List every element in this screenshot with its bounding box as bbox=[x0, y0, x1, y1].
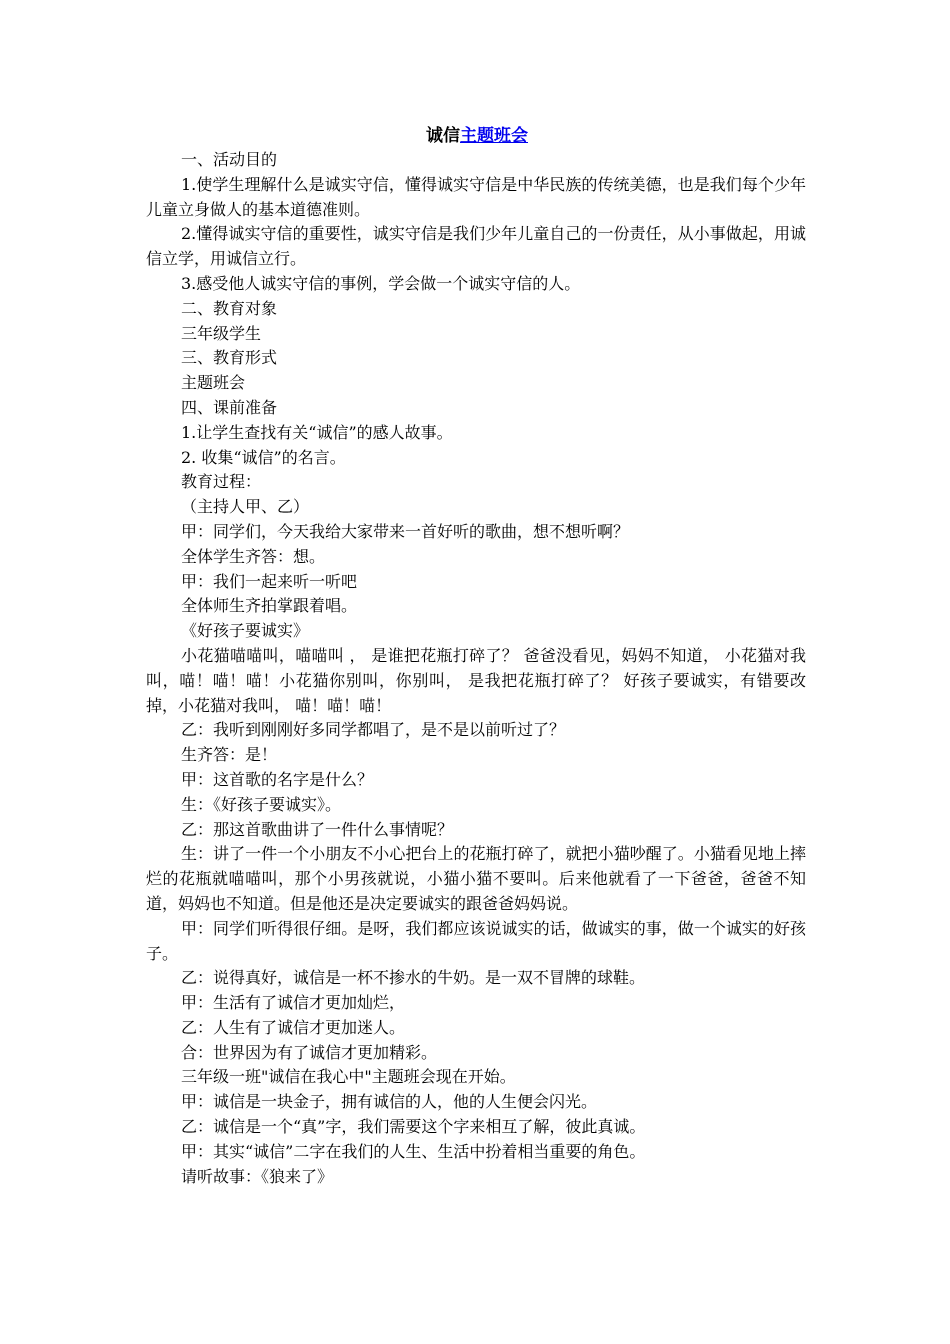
preparation-item-2: 2. 收集“诚信”的名言。 bbox=[181, 447, 346, 467]
dialogue-line: 甲：这首歌的名字是什么？ bbox=[181, 769, 374, 789]
preparation-item-1: 1.让学生查找有关“诚信”的感人故事。 bbox=[181, 422, 453, 442]
goal-item-2: 2.懂得诚实守信的重要性，诚实守信是我们少年儿童自己的一份责任，从小事做起，用诚信立学，用诚信立行。 bbox=[146, 224, 806, 269]
heading-activity-goal: 一、活动目的 bbox=[181, 150, 278, 169]
dialogue-line: 乙：人生有了诚信才更加迷人。 bbox=[181, 1017, 406, 1037]
heading-preparation: 四、课前准备 bbox=[181, 397, 278, 417]
dialogue-line: 甲：我们一起来听一听吧 bbox=[181, 571, 358, 591]
song-lyrics: 小花猫喵喵叫，喵喵叫 ， 是谁把花瓶打碎了？ 爸爸没看见，妈妈不知道， 小花猫对我叫，喵！喵！喵！小花猫你别叫，你别叫， 是我把花瓶打碎了？ 好孩子要诚实，有错要改掉，小花猫对我叫， 喵！喵！喵！ bbox=[146, 645, 806, 715]
education-target: 三年级学生 bbox=[181, 323, 262, 343]
document-title bbox=[146, 124, 806, 148]
title-link[interactable]: 主题班会 bbox=[460, 126, 528, 146]
dialogue-line: 全体师生齐拍掌跟着唱。 bbox=[181, 596, 358, 616]
heading-education-form: 三、教育形式 bbox=[181, 348, 278, 368]
dialogue-line: 生：讲了一件一个小朋友不小心把台上的花瓶打碎了，就把小猫吵醒了。小猫看见地上摔烂的花瓶就喵喵叫，那个小男孩就说，小猫小猫不要叫。后来他就看了一下爸爸，爸爸不知道，妈妈也不知道。但是他还是决定要诚实的跟爸爸妈妈说。 bbox=[146, 844, 806, 913]
dialogue-line: 甲：生活有了诚信才更加灿烂， bbox=[181, 993, 406, 1013]
dialogue-line: 乙：那这首歌曲讲了一件什么事情呢？ bbox=[181, 819, 454, 839]
document-page bbox=[146, 124, 806, 1189]
dialogue-line: 合：世界因为有了诚信才更加精彩。 bbox=[181, 1042, 438, 1062]
title-text: 诚信 bbox=[426, 126, 460, 146]
meeting-start: 三年级一班"诚信在我心中"主题班会现在开始。 bbox=[181, 1067, 516, 1087]
heading-education-target: 二、教育对象 bbox=[181, 298, 278, 318]
dialogue-line: 全体学生齐答：想。 bbox=[181, 546, 326, 566]
hosts-note: （主持人甲、乙） bbox=[181, 497, 310, 517]
goal-item-1: 1.使学生理解什么是诚实守信，懂得诚实守信是中华民族的传统美德，也是我们每个少年儿童立身做人的基本道德准则。 bbox=[146, 174, 806, 219]
education-form: 主题班会 bbox=[181, 373, 246, 393]
dialogue-line: 乙：我听到刚刚好多同学都唱了，是不是以前听过了？ bbox=[181, 720, 566, 740]
dialogue-line: 乙：说得真好，诚信是一杯不掺水的牛奶。是一双不冒牌的球鞋。 bbox=[181, 968, 646, 988]
heading-process: 教育过程： bbox=[181, 472, 262, 492]
dialogue-line: 生：《好孩子要诚实》。 bbox=[181, 794, 342, 814]
story-intro: 请听故事：《狼来了》 bbox=[181, 1166, 334, 1186]
goal-item-3: 3.感受他人诚实守信的事例，学会做一个诚实守信的人。 bbox=[181, 273, 581, 293]
dialogue-line: 甲：同学们，今天我给大家带来一首好听的歌曲，想不想听啊？ bbox=[181, 521, 630, 541]
dialogue-line: 生齐答：是！ bbox=[181, 745, 278, 765]
song-title: 《好孩子要诚实》 bbox=[181, 621, 310, 641]
dialogue-line: 甲：同学们听得很仔细。是呀，我们都应该说诚实的话，做诚实的事，做一个诚实的好孩子。 bbox=[146, 918, 806, 963]
dialogue-line: 甲：诚信是一块金子，拥有诚信的人，他的人生便会闪光。 bbox=[181, 1092, 598, 1112]
dialogue-line: 甲：其实“诚信”二字在我们的人生、生活中扮着相当重要的角色。 bbox=[181, 1141, 646, 1161]
dialogue-line: 乙：诚信是一个“真”字，我们需要这个字来相互了解，彼此真诚。 bbox=[181, 1117, 646, 1137]
